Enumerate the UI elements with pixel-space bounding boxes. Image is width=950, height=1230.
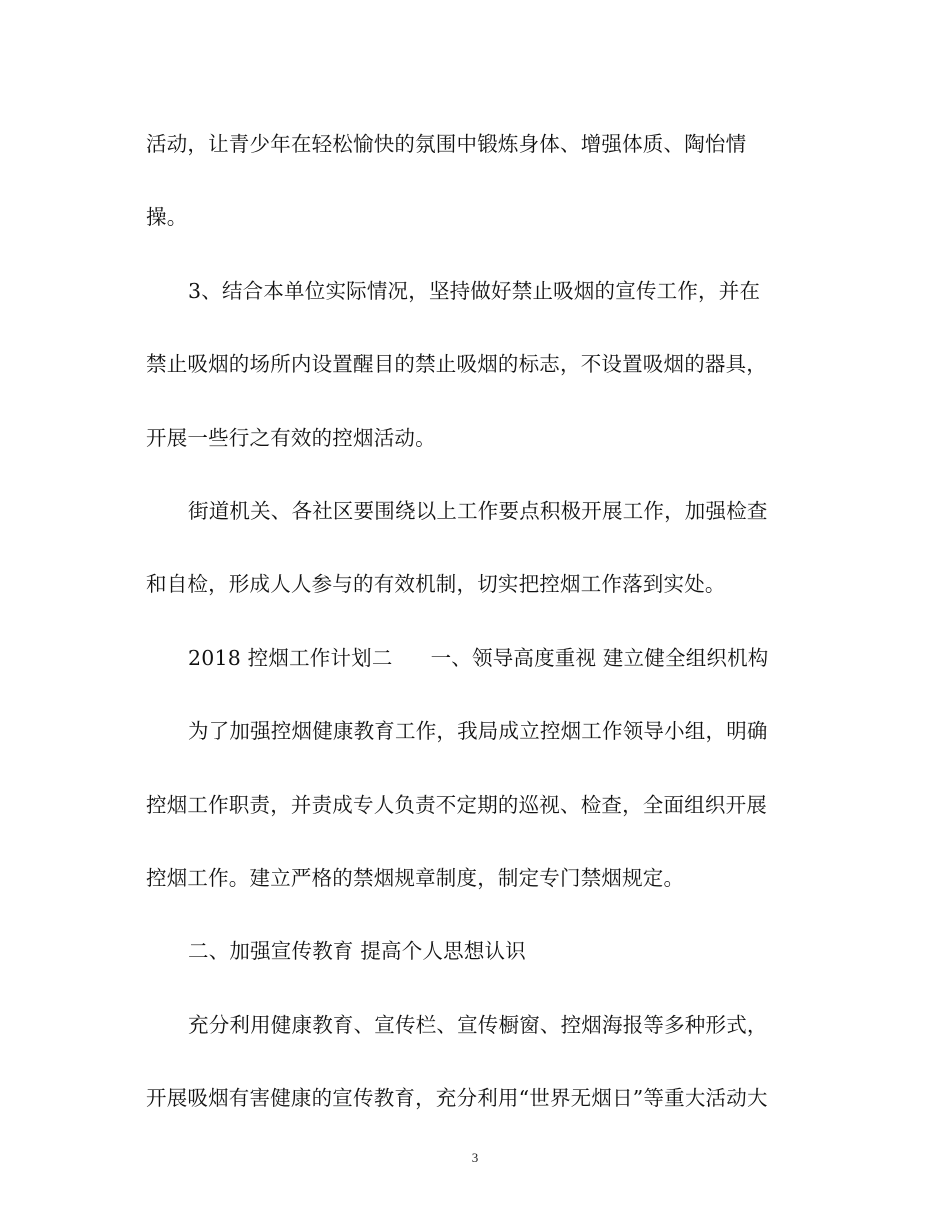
section-heading: 二、加强宣传教育 提高个人思想认识 xyxy=(188,939,526,963)
section-heading: 一、领导高度重视 建立健全组织机构 xyxy=(430,646,769,670)
body-text-line: 街道机关、各社区要围绕以上工作要点积极开展工作，加强检查 xyxy=(188,499,768,523)
body-text-line: 控烟工作职责，并责成专人负责不定期的巡视、检查，全面组织开展 xyxy=(146,793,767,817)
body-text-line: 开展吸烟有害健康的宣传教育，充分利用“世界无烟日”等重大活动大 xyxy=(146,1086,768,1110)
body-text-line: 操。 xyxy=(146,205,188,229)
body-text-line: 活动，让青少年在轻松愉快的氛围中锻炼身体、增强体质、陶怡情 xyxy=(146,132,747,156)
body-text-line: 和自检，形成人人参与的有效机制，切实把控烟工作落到实处。 xyxy=(146,572,726,596)
body-text-line: 3、结合本单位实际情况，坚持做好禁止吸烟的宣传工作，并在 xyxy=(188,279,761,303)
page-number: 3 xyxy=(471,1150,479,1165)
body-text-line: 禁止吸烟的场所内设置醒目的禁止吸烟的标志，不设置吸烟的器具， xyxy=(146,352,767,376)
body-text-line: 控烟工作。建立严格的禁烟规章制度，制定专门禁烟规定。 xyxy=(146,866,685,890)
body-text-line: 充分利用健康教育、宣传栏、宣传橱窗、控烟海报等多种形式， xyxy=(188,1013,768,1037)
plan-title: 2018 控烟工作计划二 xyxy=(188,646,393,670)
body-text-line: 为了加强控烟健康教育工作，我局成立控烟工作领导小组，明确 xyxy=(188,719,768,743)
section-heading-line xyxy=(188,644,848,672)
body-text-line: 开展一些行之有效的控烟活动。 xyxy=(146,426,436,450)
